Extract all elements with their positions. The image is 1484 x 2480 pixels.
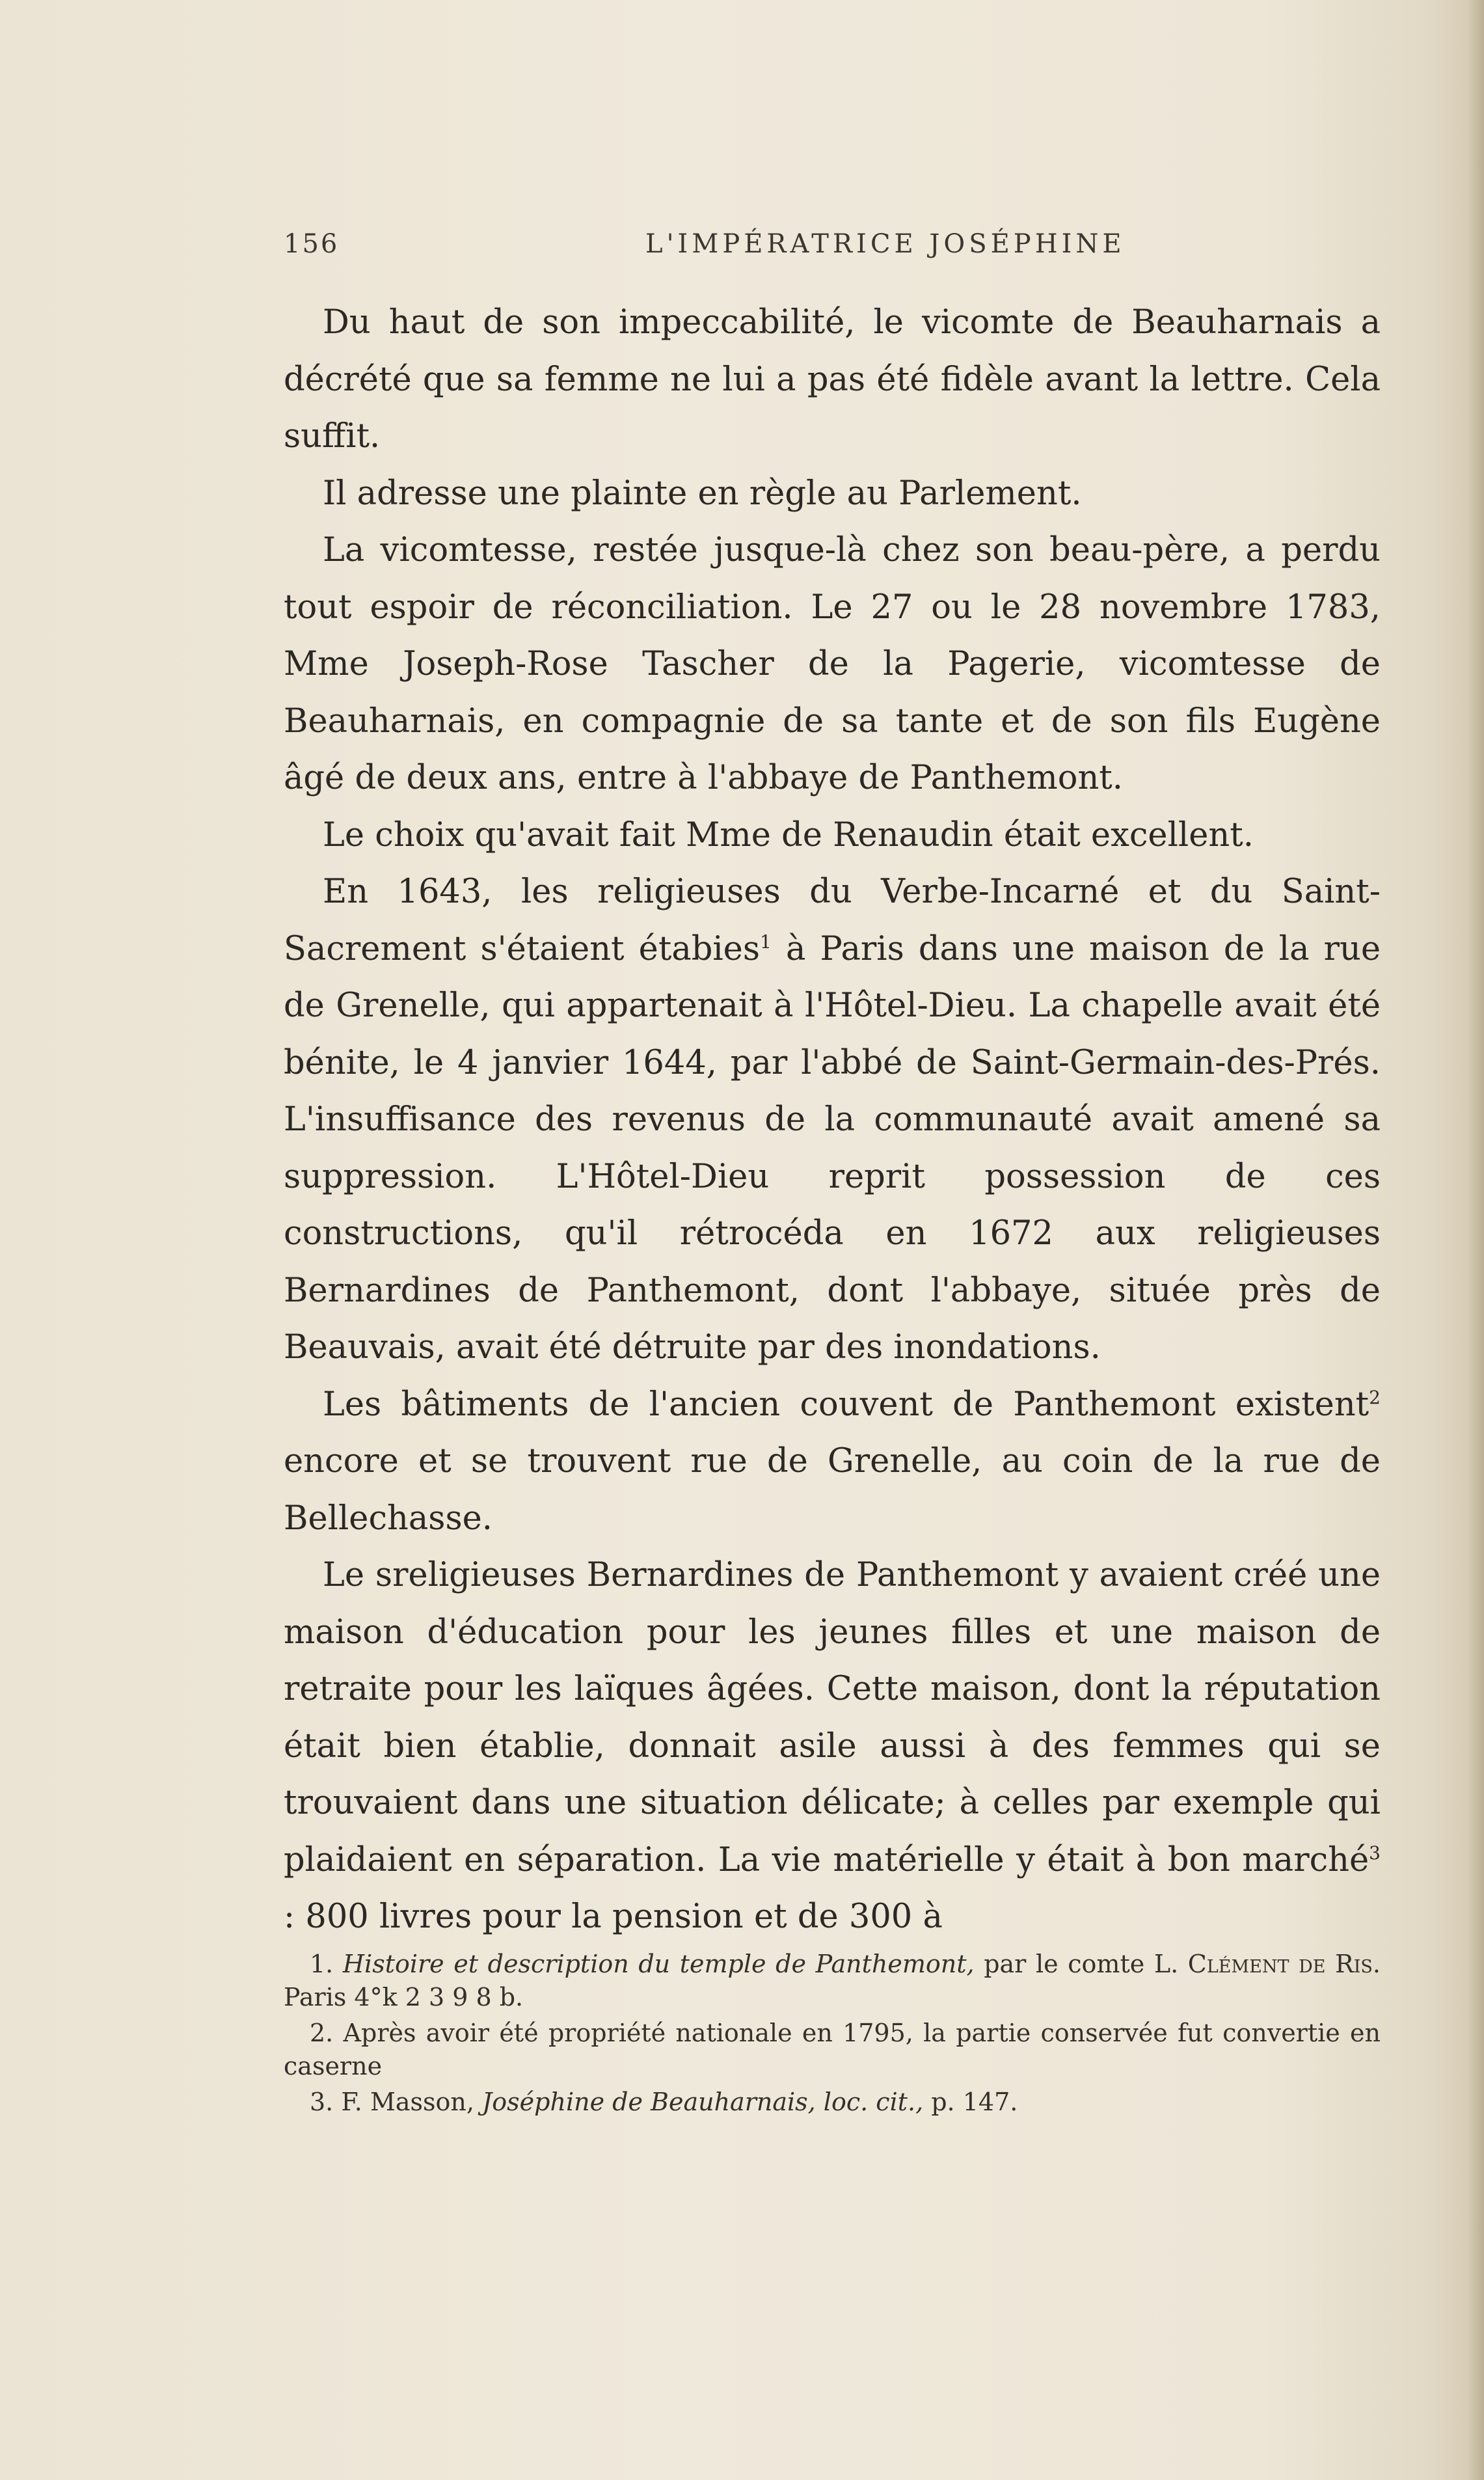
footnote-ref-3: 3 xyxy=(1369,1842,1381,1864)
running-title: L'IMPÉRATRICE JOSÉPHINE xyxy=(645,229,1126,259)
footnote-2: 2. Après avoir été propriété nationale en 1795, la partie conservée fut convertie en caserne xyxy=(284,2019,1381,2080)
page-edge-shadow xyxy=(1467,0,1484,2480)
footnote-3: 3. F. Masson, Joséphine de Beauharnais, loc. cit., p. 147. xyxy=(310,2088,1018,2116)
footnote-1: 1. Histoire et description du temple de Panthemont, par le comte L. Clément de Ris. Paris 4°k 2 3 9 8 b. xyxy=(284,1950,1381,2011)
paragraph-4: Le choix qu'avait fait Mme de Renaudin était excellent. xyxy=(323,815,1254,854)
footnote-ref-2: 2 xyxy=(1369,1386,1381,1408)
paragraph-1: Du haut de son impeccabilité, le vicomte de Beauharnais a décrété que sa femme ne lui a pas été fidèle avant la lettre. Cela suffit. xyxy=(284,303,1381,456)
paragraph-5: En 1643, les religieuses du Verbe-Incarné et du Saint-Sacrement s'étaient étabies$^1$ à Paris dans une maison de la rue de Grenelle, qui appartenait à l'Hôtel-Dieu. La chapelle avait été bénite, le 4 janvier 1644, par l'abbé de Saint-Germain-des-Prés. L'insuffisance des revenus de la communauté avait amené sa suppression. L'Hôtel-Dieu reprit possession de ces constructions, qu'il rétrocéda en 1672 aux religieuses Bernardines de Panthemont, dont l'abbaye, située près de Beauvais, avait été détruite par des inondations. xyxy=(284,873,1381,1367)
footnotes xyxy=(284,1948,1381,2121)
paragraph-6: Les bâtiments de l'ancien couvent de Panthemont existent$^2$ encore et se trouvent rue de Grenelle, au coin de la rue de Bellechasse. xyxy=(284,1385,1381,1538)
page-number: 156 xyxy=(284,229,340,259)
paragraph-3: La vicomtesse, restée jusque-là chez son beau-père, a perdu tout espoir de réconciliation. Le 27 ou le 28 novembre 1783, Mme Joseph-Rose Tascher de la Pagerie, vicomtesse de Beauharnais, en compagnie de sa tante et de son fils Eugène âgé de deux ans, entre à l'abbaye de Panthemont. xyxy=(284,531,1381,797)
running-header xyxy=(284,229,1381,268)
body-text xyxy=(284,294,1381,1946)
paragraph-2: Il adresse une plainte en règle au Parlement. xyxy=(323,474,1082,513)
paragraph-7: Le sreligieuses Bernardines de Panthemont y avaient créé une maison d'éducation pour les jeunes filles et une maison de retraite pour les laïques âgées. Cette maison, dont la réputation était bien établie, donnait asile aussi à des femmes qui se trouvaient dans une situation délicate; à celles par exemple qui plaidaient en séparation. La vie matérielle y était à bon marché$^3$ : 800 livres pour la pension et de 300 à xyxy=(284,1556,1381,1936)
footnote-ref-1: 1 xyxy=(760,931,772,953)
